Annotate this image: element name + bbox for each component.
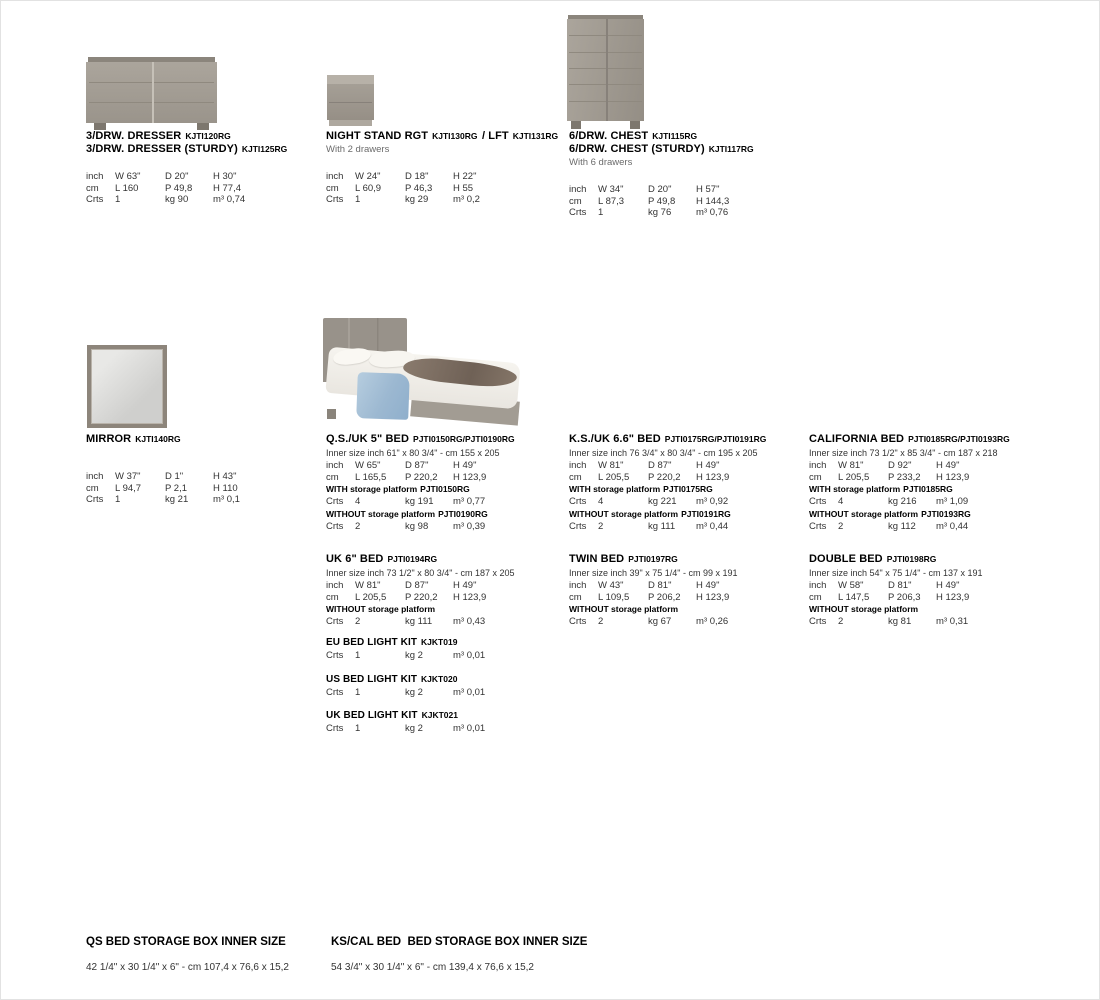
spec-table <box>569 460 804 483</box>
spec-cell: 2 <box>838 616 844 627</box>
spec-table <box>569 521 804 533</box>
spec-table <box>809 521 1044 533</box>
product-code: KJTI115RG <box>652 131 698 141</box>
spec-cell: inch <box>809 580 827 591</box>
product-code: KJTI140RG <box>135 434 181 444</box>
spec-cell: m³ 0,77 <box>453 496 486 507</box>
spec-cell: kg 111 <box>405 616 433 627</box>
spec-table <box>326 496 561 508</box>
spec-cell: H 123,9 <box>453 471 487 483</box>
storage-box-dims: 42 1/4" x 30 1/4" x 6" - cm 107,4 x 76,6 x 15,2 <box>86 962 289 973</box>
spec-cell: P 49,8 <box>648 195 676 207</box>
platform-label: WITH storage platform <box>326 484 418 494</box>
spec-cell: Crts <box>86 194 104 205</box>
spec-cell: 1 <box>355 723 361 734</box>
spec-cell: H 110 <box>213 482 238 494</box>
spec-cell: Crts <box>569 496 587 507</box>
spec-cell: H 123,9 <box>696 471 730 483</box>
spec-row <box>326 592 561 604</box>
spec-cell: m³ 0,1 <box>213 494 240 505</box>
spec-cell: 2 <box>355 616 361 627</box>
spec-row <box>86 471 321 483</box>
spec-table <box>809 496 1044 508</box>
platform-label: WITH storage platform <box>569 484 661 494</box>
mirror-image <box>87 345 167 428</box>
product-block-twin-bed <box>569 552 804 628</box>
spec-row <box>569 460 804 472</box>
spec-cell: kg 2 <box>405 686 423 698</box>
product-block-uk6-bed <box>326 552 561 628</box>
spec-cell: 4 <box>838 496 844 507</box>
spec-cell: L 160 <box>115 182 139 194</box>
spec-cell: 2 <box>598 616 604 627</box>
spec-cell: L 205,5 <box>838 471 870 483</box>
nightstand-top <box>327 75 374 84</box>
spec-row <box>809 580 1044 592</box>
spec-cell: Crts <box>326 520 344 532</box>
spec-cell: m³ 0,44 <box>696 520 729 532</box>
product-name: NIGHT STAND RGT <box>326 130 429 142</box>
product-name: MIRROR <box>86 433 132 445</box>
platform-code: PJTI0150RG <box>420 484 470 494</box>
product-subtitle: With 2 drawers <box>326 144 390 155</box>
spec-cell: m³ 0,01 <box>453 686 486 698</box>
spec-cell: 2 <box>355 520 361 532</box>
spec-cell: H 49" <box>936 460 960 471</box>
spec-cell: inch <box>569 460 587 471</box>
product-code: PJTI0194RG <box>387 554 438 564</box>
spec-cell: L 109,5 <box>598 591 630 603</box>
spec-table <box>326 460 561 483</box>
dresser-image <box>86 57 217 130</box>
spec-cell: 1 <box>115 194 121 205</box>
spec-cell: H 57" <box>696 184 720 195</box>
platform-label: WITHOUT storage platform <box>326 508 436 519</box>
spec-row <box>326 687 561 699</box>
spec-cell: L 205,5 <box>355 591 387 603</box>
spec-cell: 1 <box>355 194 361 205</box>
platform-code: PJTI0190RG <box>438 508 488 519</box>
chest-divider <box>606 19 608 121</box>
spec-cell: P 2,1 <box>165 482 188 494</box>
product-name: K.S./UK 6.6" BED <box>569 433 661 445</box>
drawer-line <box>329 102 372 103</box>
product-block-chest <box>569 129 804 219</box>
spec-row <box>569 184 804 196</box>
product-name: 3/DRW. DRESSER <box>86 130 182 142</box>
spec-cell: m³ 1,09 <box>936 496 969 507</box>
product-name: / LFT <box>481 130 509 142</box>
spec-row <box>326 521 561 533</box>
spec-table <box>326 580 561 603</box>
spec-row <box>809 472 1044 484</box>
spec-cell: W 65" <box>355 460 381 471</box>
spec-row <box>569 592 804 604</box>
product-block-eu-light-kit <box>326 635 561 662</box>
spec-row <box>809 460 1044 472</box>
dresser-body <box>86 62 217 123</box>
spec-row <box>326 472 561 484</box>
spec-cell: W 63" <box>115 171 141 182</box>
spec-table <box>326 171 561 206</box>
spec-cell: D 81" <box>888 580 912 591</box>
spec-cell: H 30" <box>213 171 237 182</box>
spec-cell: D 1" <box>165 471 184 482</box>
spec-cell: L 205,5 <box>598 471 630 483</box>
spec-cell: L 87,3 <box>598 195 625 207</box>
spec-cell: inch <box>86 171 104 182</box>
product-code: KJKT021 <box>421 710 458 720</box>
inner-size: Inner size inch 54" x 75 1/4" - cm 137 x 191 <box>809 568 983 578</box>
spec-cell: W 37" <box>115 471 141 482</box>
spec-cell: H 49" <box>453 580 477 591</box>
spec-cell: inch <box>326 171 344 182</box>
spec-cell: H 49" <box>696 580 720 591</box>
spec-table <box>809 580 1044 603</box>
spec-cell: W 81" <box>838 460 864 471</box>
spec-cell: H 144,3 <box>696 195 730 207</box>
spec-cell: L 147,5 <box>838 591 870 603</box>
spec-cell: Crts <box>326 496 344 507</box>
spec-cell: cm <box>569 195 582 207</box>
spec-row <box>569 496 804 508</box>
spec-cell: H 123,9 <box>696 591 730 603</box>
product-block-nightstand <box>326 129 561 206</box>
spec-cell: W 81" <box>598 460 624 471</box>
product-block-ks-bed <box>569 432 804 532</box>
spec-cell: m³ 0,26 <box>696 616 729 627</box>
spec-cell: cm <box>86 182 99 194</box>
spec-cell: m³ 0,76 <box>696 207 729 218</box>
product-name: TWIN BED <box>569 553 625 565</box>
chest-foot <box>571 121 581 129</box>
spec-table <box>809 616 1044 628</box>
spec-cell: inch <box>86 471 104 482</box>
spec-cell: Crts <box>809 520 827 532</box>
spec-table <box>569 184 804 219</box>
spec-cell: D 20" <box>165 171 189 182</box>
spec-cell: cm <box>326 182 339 194</box>
storage-box-title: KS/CAL BED BED STORAGE BOX INNER SIZE <box>331 936 588 948</box>
spec-cell: D 20" <box>648 184 672 195</box>
spec-cell: m³ 0,2 <box>453 194 480 205</box>
spec-cell: D 81" <box>648 580 672 591</box>
spec-cell: kg 81 <box>888 616 912 627</box>
spec-row <box>326 723 561 735</box>
spec-cell: m³ 0,31 <box>936 616 969 627</box>
product-block-qs-bed <box>326 432 561 532</box>
chest-image <box>567 15 644 129</box>
spec-table <box>326 650 561 662</box>
spec-cell: Crts <box>809 496 827 507</box>
spec-cell: kg 21 <box>165 494 189 505</box>
product-code: KJTI120RG <box>185 131 231 141</box>
product-code: KJKT020 <box>421 673 458 684</box>
spec-cell: P 49,8 <box>165 182 193 194</box>
spec-table <box>569 496 804 508</box>
spec-cell: W 34" <box>598 184 624 195</box>
spec-cell: kg 98 <box>405 520 429 532</box>
spec-cell: 2 <box>838 520 844 532</box>
spec-row <box>326 496 561 508</box>
spec-cell: kg 111 <box>648 520 676 532</box>
spec-row <box>569 580 804 592</box>
spec-row <box>326 650 561 662</box>
spec-cell: W 58" <box>838 580 864 591</box>
spec-table <box>569 580 804 603</box>
spec-cell: Crts <box>569 616 587 627</box>
spec-cell: D 87" <box>648 460 672 471</box>
spec-cell: H 22" <box>453 171 477 182</box>
product-code: KJTI130RG <box>432 131 478 141</box>
inner-size: Inner size inch 61" x 80 3/4" - cm 155 x 205 <box>326 448 500 458</box>
product-block-dresser <box>86 129 321 206</box>
spec-cell: L 94,7 <box>115 482 142 494</box>
product-block-mirror <box>86 432 321 506</box>
platform-code: PJTI0191RG <box>681 508 731 519</box>
spec-cell: kg 221 <box>648 496 677 507</box>
spec-row <box>809 521 1044 533</box>
product-code: KJKT019 <box>421 637 458 647</box>
spec-cell: cm <box>569 591 582 603</box>
spec-cell: H 55 <box>453 182 474 194</box>
spec-row <box>86 194 321 206</box>
platform-label: WITHOUT storage platform <box>569 508 679 519</box>
inner-size: Inner size inch 73 1/2" x 85 3/4" - cm 187 x 218 <box>809 448 998 458</box>
spec-row <box>326 183 561 195</box>
product-block-uk-light-kit <box>326 708 561 735</box>
spec-row <box>86 483 321 495</box>
spec-cell: m³ 0,44 <box>936 520 969 532</box>
spec-row <box>569 472 804 484</box>
platform-label: WITH storage platform <box>809 484 901 494</box>
spec-cell: m³ 0,74 <box>213 194 246 205</box>
chest-body <box>567 19 644 121</box>
storage-box-dims: 54 3/4" x 30 1/4" x 6" - cm 139,4 x 76,6 x 15,2 <box>331 962 534 973</box>
platform-label: WITHOUT storage platform <box>326 604 436 614</box>
spec-cell: Crts <box>86 494 104 505</box>
spec-cell: m³ 0,92 <box>696 496 729 507</box>
spec-cell: L 165,5 <box>355 471 387 483</box>
spec-cell: 1 <box>115 494 121 505</box>
spec-cell: kg 2 <box>405 723 423 734</box>
spec-cell: W 43" <box>598 580 624 591</box>
spec-cell: W 24" <box>355 171 381 182</box>
spec-cell: P 220,2 <box>648 471 681 483</box>
spec-cell: H 123,9 <box>936 591 970 603</box>
spec-row <box>86 171 321 183</box>
spec-cell: D 92" <box>888 460 912 471</box>
product-block-us-light-kit <box>326 672 561 699</box>
spec-cell: inch <box>569 184 587 195</box>
spec-row <box>326 171 561 183</box>
spec-cell: D 87" <box>405 460 429 471</box>
platform-code: PJTI0175RG <box>663 484 713 494</box>
product-name: Q.S./UK 5" BED <box>326 433 410 445</box>
storage-box-title: QS BED STORAGE BOX INNER SIZE <box>86 936 286 948</box>
spec-cell: Crts <box>326 723 344 734</box>
spec-cell: inch <box>326 580 344 591</box>
inner-size: Inner size inch 73 1/2" x 80 3/4" - cm 187 x 205 <box>326 568 515 578</box>
spec-cell: P 46,3 <box>405 182 433 194</box>
platform-label: WITHOUT storage platform <box>809 604 919 614</box>
product-name: 6/DRW. CHEST <box>569 130 649 142</box>
light-kits-block <box>326 635 561 745</box>
spec-row <box>809 496 1044 508</box>
product-name: CALIFORNIA BED <box>809 433 905 445</box>
spec-cell: cm <box>86 482 99 494</box>
spec-cell: kg 216 <box>888 496 917 507</box>
spec-table <box>326 616 561 628</box>
spec-cell: kg 90 <box>165 194 189 205</box>
spec-cell: 2 <box>598 520 604 532</box>
spec-table <box>86 171 321 206</box>
spec-cell: 4 <box>355 496 361 507</box>
spec-cell: D 87" <box>405 580 429 591</box>
spec-cell: cm <box>326 591 339 603</box>
spec-cell: 4 <box>598 496 604 507</box>
spec-cell: H 77,4 <box>213 182 241 194</box>
spec-cell: P 233,2 <box>888 471 921 483</box>
product-name: EU BED LIGHT KIT <box>326 637 418 648</box>
spec-cell: Crts <box>326 194 344 205</box>
spec-row <box>809 592 1044 604</box>
bed-blue-throw <box>356 372 410 420</box>
inner-size: Inner size inch 76 3/4" x 80 3/4" - cm 195 x 205 <box>569 448 758 458</box>
spec-row <box>86 183 321 195</box>
nightstand-base <box>329 120 372 126</box>
spec-cell: cm <box>809 591 822 603</box>
platform-code: PJTI0193RG <box>921 508 971 519</box>
spec-cell: 1 <box>355 686 361 698</box>
inner-size: Inner size inch 39" x 75 1/4" - cm 99 x 191 <box>569 568 738 578</box>
product-name: US BED LIGHT KIT <box>326 673 418 685</box>
product-code: KJTI117RG <box>708 144 754 154</box>
spec-cell: Crts <box>326 616 344 627</box>
spec-cell: Crts <box>569 207 587 218</box>
spec-cell: H 49" <box>936 580 960 591</box>
spec-cell: kg 2 <box>405 650 423 661</box>
product-code: PJTI0197RG <box>628 554 678 564</box>
spec-table <box>86 471 321 506</box>
spec-cell: H 49" <box>453 460 477 471</box>
spec-table <box>326 687 561 699</box>
spec-cell: kg 191 <box>405 496 434 507</box>
spec-cell: H 49" <box>696 460 720 471</box>
ks-storage-box-note <box>331 936 671 973</box>
platform-label: WITHOUT storage platform <box>809 508 919 519</box>
nightstand-image <box>327 75 374 128</box>
nightstand-body <box>327 84 374 120</box>
spec-row <box>326 616 561 628</box>
product-code: PJTI0198RG <box>886 554 937 564</box>
spec-cell: H 123,9 <box>936 471 970 483</box>
spec-cell: kg 112 <box>888 520 916 532</box>
product-block-california-bed <box>809 432 1044 532</box>
spec-cell: 1 <box>355 650 361 661</box>
spec-row <box>86 494 321 506</box>
spec-cell: inch <box>809 460 827 471</box>
spec-row <box>326 580 561 592</box>
spec-cell: kg 67 <box>648 616 672 627</box>
platform-label: WITHOUT storage platform <box>569 604 679 614</box>
spec-cell: cm <box>809 471 822 483</box>
product-name: 3/DRW. DRESSER (STURDY) <box>86 143 238 155</box>
spec-table <box>326 723 561 735</box>
dresser-divider <box>152 62 154 123</box>
spec-cell: cm <box>326 471 339 483</box>
spec-cell: W 81" <box>355 580 381 591</box>
spec-cell: H 123,9 <box>453 591 487 603</box>
spec-cell: P 220,2 <box>405 591 438 603</box>
spec-cell: Crts <box>809 616 827 627</box>
spec-cell: m³ 0,01 <box>453 723 486 734</box>
spec-cell: P 206,3 <box>888 591 921 603</box>
product-name: UK BED LIGHT KIT <box>326 710 418 721</box>
spec-cell: m³ 0,39 <box>453 520 486 532</box>
product-code: PJTI0175RG/PJTI0191RG <box>664 434 767 444</box>
spec-table <box>809 460 1044 483</box>
spec-cell: P 206,2 <box>648 591 681 603</box>
spec-cell: P 220,2 <box>405 471 438 483</box>
product-subtitle: With 6 drawers <box>569 157 633 168</box>
spec-row <box>569 207 804 219</box>
spec-row <box>569 616 804 628</box>
product-code: KJTI125RG <box>241 144 288 154</box>
spec-cell: H 43" <box>213 471 237 482</box>
bed-leg <box>327 409 336 419</box>
spec-row <box>569 521 804 533</box>
platform-code: PJTI0185RG <box>903 484 953 494</box>
spec-cell: cm <box>569 471 582 483</box>
spec-cell: m³ 0,01 <box>453 650 486 661</box>
bed-image <box>319 313 527 425</box>
spec-cell: 1 <box>598 207 604 218</box>
product-block-double-bed <box>809 552 1044 628</box>
spec-cell: Crts <box>326 686 344 698</box>
spec-row <box>569 196 804 208</box>
product-name: 6/DRW. CHEST (STURDY) <box>569 143 705 155</box>
spec-cell: kg 29 <box>405 194 429 205</box>
product-name: UK 6" BED <box>326 553 384 565</box>
spec-cell: Crts <box>569 520 587 532</box>
spec-table <box>569 616 804 628</box>
spec-cell: L 60,9 <box>355 182 382 194</box>
product-name: DOUBLE BED <box>809 553 883 565</box>
product-code: KJTI131RG <box>512 131 559 141</box>
spec-cell: kg 76 <box>648 207 672 218</box>
spec-cell: inch <box>569 580 587 591</box>
chest-foot <box>630 121 640 129</box>
spec-cell: Crts <box>326 650 344 661</box>
spec-row <box>809 616 1044 628</box>
product-code: PJTI0185RG/PJTI0193RG <box>908 434 1010 444</box>
spec-table <box>326 521 561 533</box>
product-code: PJTI0150RG/PJTI0190RG <box>413 434 515 444</box>
spec-cell: m³ 0,43 <box>453 616 486 627</box>
spec-row <box>326 460 561 472</box>
spec-cell: inch <box>326 460 344 471</box>
spec-cell: D 18" <box>405 171 429 182</box>
spec-row <box>326 194 561 206</box>
